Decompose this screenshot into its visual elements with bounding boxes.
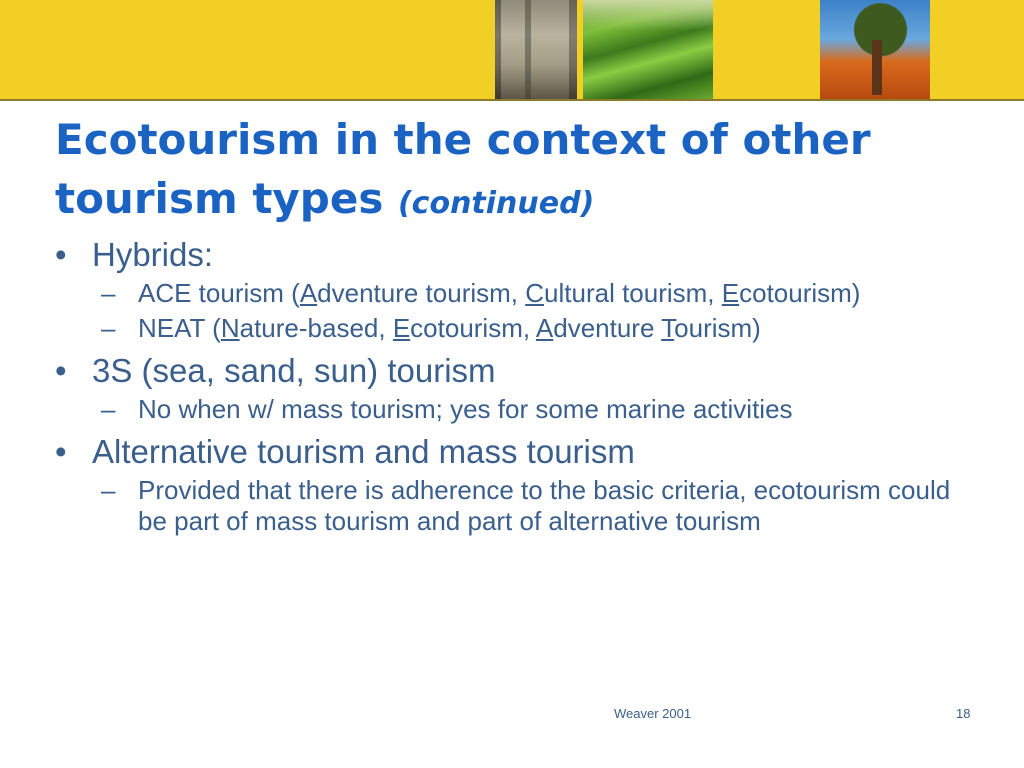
bullet-text: Alternative tourism and mass tourism bbox=[92, 433, 635, 470]
tree-landscape-photo bbox=[820, 0, 930, 99]
dash-marker: – bbox=[101, 278, 116, 308]
bullet-marker: • bbox=[55, 236, 67, 273]
dash-marker: – bbox=[101, 475, 116, 505]
bullet-text: 3S (sea, sand, sun) tourism bbox=[92, 352, 496, 389]
underlined-letter: A bbox=[299, 278, 318, 308]
slide-title bbox=[55, 110, 975, 233]
dash-marker: – bbox=[101, 394, 116, 424]
banner-divider bbox=[0, 99, 1024, 101]
sub-bullet-item bbox=[55, 475, 985, 537]
underlined-letter: C bbox=[525, 278, 545, 308]
text-run: ature-based, bbox=[239, 313, 393, 343]
text-run: ultural tourism, bbox=[544, 278, 722, 308]
bullet-item bbox=[55, 433, 985, 471]
green-field-photo bbox=[583, 0, 713, 99]
footer-source: Weaver 2001 bbox=[614, 706, 692, 721]
sub-bullet-item bbox=[55, 394, 985, 425]
page-number: 18 bbox=[956, 706, 971, 721]
text-run: cotourism) bbox=[739, 278, 861, 308]
bullet-marker: • bbox=[55, 433, 67, 470]
header-banner bbox=[0, 0, 1024, 99]
text-run: cotourism, bbox=[410, 313, 536, 343]
dash-marker: – bbox=[101, 313, 116, 343]
text-run: ourism) bbox=[674, 313, 761, 343]
underlined-letter: E bbox=[392, 313, 411, 343]
bullet-list bbox=[55, 236, 985, 537]
text-run: dventure bbox=[553, 313, 662, 343]
text-run: ACE tourism ( bbox=[138, 278, 300, 308]
bullet-item bbox=[55, 236, 985, 274]
underlined-letter: E bbox=[721, 278, 740, 308]
underlined-letter: T bbox=[661, 313, 675, 343]
underlined-letter: A bbox=[535, 313, 554, 343]
underlined-letter: N bbox=[220, 313, 240, 343]
bullet-marker: • bbox=[55, 352, 67, 389]
title-suffix: (continued) bbox=[397, 186, 595, 221]
text-run: dventure tourism, bbox=[317, 278, 526, 308]
sub-bullet-item bbox=[55, 278, 985, 309]
bullet-item bbox=[55, 352, 985, 390]
text-run: No when w/ mass tourism; yes for some marine activities bbox=[138, 394, 793, 424]
title-main: Ecotourism in the context of other tourism types bbox=[55, 115, 871, 223]
window-photo bbox=[495, 0, 577, 99]
bullet-text: Hybrids: bbox=[92, 236, 214, 273]
text-run: Provided that there is adherence to the basic criteria, ecotourism could be part of mass tourism and part of alternative tourism bbox=[138, 475, 951, 536]
text-run: NEAT ( bbox=[138, 313, 221, 343]
sub-bullet-item bbox=[55, 313, 985, 344]
